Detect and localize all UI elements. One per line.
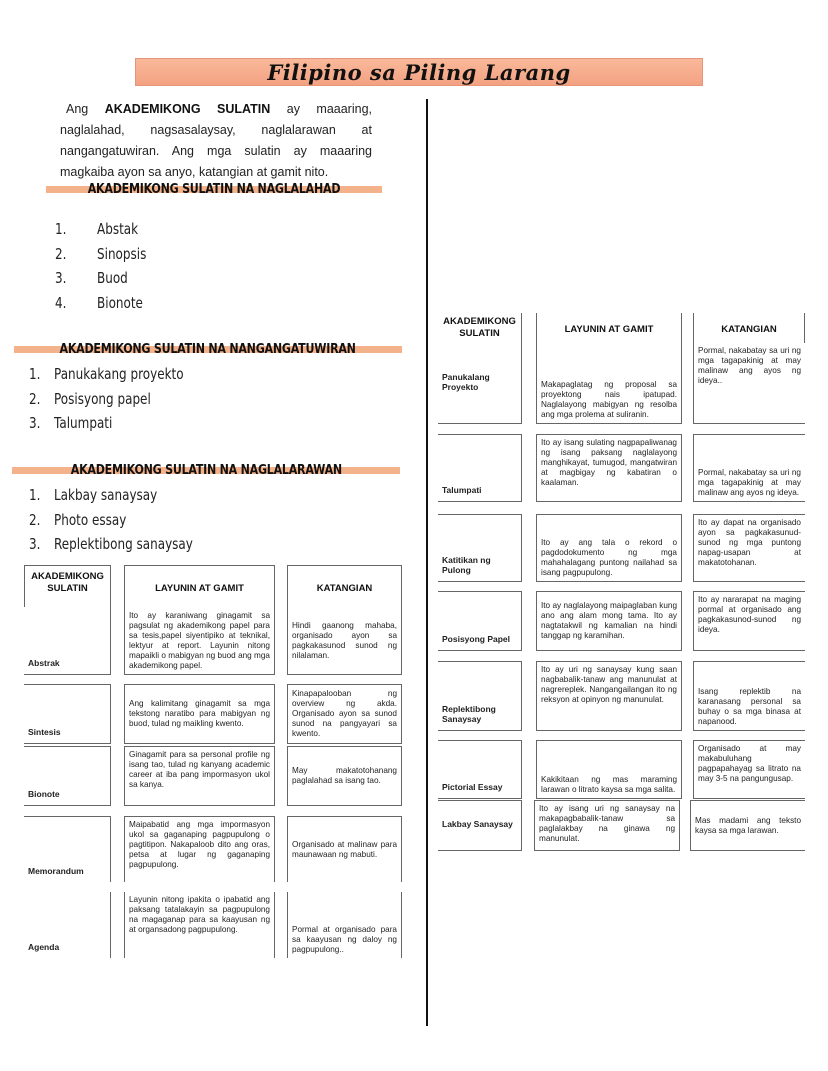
table-row-katangian: [693, 740, 805, 799]
list-nangangatuwiran: [29, 362, 216, 436]
section-heading-naglalarawan: [12, 459, 400, 481]
cell-text: Makapaglatag ng proposal sa proyektong nais ipatupad. Naglalayong mabigyan ng resolba ang mga prolema at suliranin.: [541, 380, 677, 419]
item-number: 3.: [55, 269, 67, 288]
table-row-name: Agenda: [24, 892, 111, 958]
table-row-name: Sintesis: [24, 684, 111, 744]
item-number: 1.: [29, 365, 41, 384]
cell-text: Ito ay dapat na organisado ayon sa pagkakasunud-sunod ng mga puntong napag-usapan at makatotohanan.: [698, 518, 801, 567]
table-row-katangian: [693, 591, 805, 651]
cell-text: Kakikitaan ng mas maraming larawan o litrato kaysa sa mga salita.: [541, 775, 677, 794]
table-row-katangian: [690, 800, 805, 851]
table-row-name: Talumpati: [438, 434, 522, 502]
cell-text: Ito ay uri ng sanaysay kung saan nagbabalik-tanaw ang manunulat at nagrereplek. Nangangailangan ito ng reksyon at opinyon ng manunulat.: [541, 665, 677, 704]
table-row-layunin: [536, 434, 682, 502]
page-title: Filipino sa Piling Larang: [267, 59, 571, 85]
cell-text: Mas madami ang teksto kaysa sa mga larawan.: [695, 815, 801, 835]
table-row-layunin: [536, 343, 682, 424]
cell-text: Isang replektib na karanasang personal sa buhay o sa mga binasa at napanood.: [698, 687, 801, 726]
heading-label: AKADEMIKONG SULATIN NA NAGLALARAWAN: [70, 462, 342, 478]
header-katangian: KATANGIAN: [693, 313, 805, 343]
table-row-layunin: [124, 892, 275, 958]
section-heading-nangangatuwiran: [14, 338, 402, 360]
table-row-layunin: [536, 514, 682, 582]
intro-paragraph: [60, 99, 372, 183]
table-row-name: Lakbay Sanaysay: [438, 800, 522, 851]
item-number: 3.: [29, 535, 41, 554]
table-row-katangian: [287, 892, 402, 958]
table-row-name: Pictorial Essay: [438, 740, 522, 799]
table-row-katangian: [287, 684, 402, 744]
header-layunin: LAYUNIN AT GAMIT: [536, 313, 682, 343]
table-row-layunin: [124, 607, 275, 675]
cell-text: May makatotohanang paglalahad sa isang tao.: [292, 766, 397, 785]
cell-text: Kinapapalooban ng overview ng akda. Organisado ayon sa sunod sunod na pangyayari sa kwento.: [292, 689, 397, 738]
cell-text: Ginagamit para sa personal profile ng isang tao, tulad ng kanyang academic career at iba pang impormasyon ukol sa kanya.: [129, 750, 270, 789]
cell-text: Ito ay isang sulating nagpapaliwanag ng isang paksang naglalayong manghikayat, tumugod, mangatwiran at magbigay ng kabatiran o kaalaman.: [541, 438, 677, 487]
cell-text: Ang kalimitang ginagamit sa mga tekstong naratibo para mabigyan ng buod, tulad ng maikling kwento.: [129, 699, 270, 728]
item-label: Talumpati: [54, 414, 113, 433]
list-item: [29, 532, 228, 557]
list-item: [55, 266, 159, 291]
cell-text: Ito ay naglalayong maipaglaban kung ano ang alam mong tama. Ito ay nagtatakwil ng kamalian na hindi tanggap ng karamihan.: [541, 601, 677, 640]
cell-text: Pormal at organisado para sa kaayusan ng daloy ng pagpupulong..: [292, 925, 397, 954]
header-katangian: KATANGIAN: [287, 565, 402, 607]
item-number: 2.: [29, 510, 41, 529]
table-row-name: Bionote: [24, 746, 111, 806]
heading-label: AKADEMIKONG SULATIN NA NANGANGATUWIRAN: [59, 341, 357, 357]
item-label: Abstak: [97, 220, 139, 239]
item-number: 3.: [29, 414, 41, 433]
cell-text: Ito ay isang uri ng sanaysay na makapagbabalik-tanaw sa paglalakbay na ginawa ng manunulat.: [539, 804, 675, 843]
list-item: [29, 411, 216, 436]
table-row-katangian: [287, 816, 402, 882]
section-heading-naglalahad: [46, 178, 382, 200]
item-label: Lakbay sanaysay: [54, 486, 158, 505]
item-number: 4.: [55, 293, 67, 312]
table-row-name: Panukalang Proyekto: [438, 343, 522, 424]
table-row-katangian: [287, 607, 402, 675]
item-number: 1.: [55, 220, 67, 239]
cell-text: Ito ay ang tala o rekord o pagdodokumento ng mga mahahalagang puntong nailahad sa isang pagpupulong.: [541, 538, 677, 577]
table-row-name: Abstrak: [24, 607, 111, 675]
cell-text: Maipabatid ang mga impormasyon ukol sa gaganaping pagpupulong o pagtitipon. Nakapaloob dito ang oras, petsa at lugar ng gaganaping pagpupulong.: [129, 820, 270, 869]
list-naglalarawan: [29, 483, 228, 557]
table-row-katangian: [693, 434, 805, 502]
item-label: Posisyong papel: [54, 389, 151, 408]
table-row-layunin: [124, 746, 275, 806]
heading-label: AKADEMIKONG SULATIN NA NAGLALAHAD: [87, 181, 341, 197]
item-label: Buod: [97, 269, 128, 288]
list-naglalahad: [55, 217, 159, 315]
cell-text: Layunin nitong ipakita o ipabatid ang paksang tatalakayin sa pagpupulong na magaganap para sa kaayusan ng at organsadong pagpupulong.: [129, 895, 270, 934]
table-row-layunin: [534, 800, 680, 851]
table-row-layunin: [124, 816, 275, 882]
item-label: Bionote: [97, 293, 143, 312]
list-item: [55, 217, 159, 242]
header-layunin: LAYUNIN AT GAMIT: [124, 565, 275, 607]
table-row-name: Posisyong Papel: [438, 591, 522, 651]
cell-text: Ito ay karaniwang ginagamit sa pagsulat ng akademikong papel para sa tesis,papel siyentipiko at teknikal, lektyur at report. Layunin nitong mapaikli o mabigyan ng buod ang mga akademikong papel.: [129, 610, 270, 670]
table-row-layunin: [536, 661, 682, 731]
list-item: [55, 291, 159, 316]
intro-keyword: AKADEMIKONG SULATIN: [104, 102, 271, 116]
cell-text: Pormal, nakabatay sa uri ng mga tagapakinig at may malinaw ang ayos ng ideya..: [698, 346, 801, 385]
table-row-katangian: [287, 746, 402, 806]
table-row-layunin: [536, 591, 682, 651]
header-akademikong-sulatin: AKADEMIKONG SULATIN: [438, 313, 522, 343]
table-row-katangian: [693, 661, 805, 731]
list-item: [55, 242, 159, 267]
cell-text: Organisado at may makabuluhang pagpapahayag sa litrato na may 3-5 na pangungusap.: [698, 744, 801, 783]
item-number: 2.: [55, 244, 67, 263]
item-label: Panukakang proyekto: [54, 365, 184, 384]
list-item: [29, 387, 216, 412]
table-row-katangian: [693, 343, 805, 424]
list-item: [29, 362, 216, 387]
table-row-name: Replektibong Sanaysay: [438, 661, 522, 731]
header-akademikong-sulatin: AKADEMIKONG SULATIN: [24, 565, 111, 607]
item-number: 1.: [29, 486, 41, 505]
item-label: Photo essay: [54, 510, 127, 529]
table-row-katangian: [693, 514, 805, 582]
table-row-layunin: [124, 684, 275, 744]
page-title-banner: [135, 58, 703, 86]
intro-prefix: Ang: [66, 102, 105, 116]
table-row-name: Memorandum: [24, 816, 111, 882]
item-number: 2.: [29, 389, 41, 408]
cell-text: Organisado at malinaw para maunawaan ng mabuti.: [292, 839, 397, 859]
table-row-name: Katitikan ng Pulong: [438, 514, 522, 582]
cell-text: Pormal, nakabatay sa uri ng mga tagapakinig at may malinaw ang ayos ng ideya.: [698, 468, 801, 497]
column-divider: [426, 99, 428, 1026]
cell-text: Hindi gaanong mahaba, organisado ayon sa pagkakasunod sunod ng nilalaman.: [292, 620, 397, 660]
item-label: Sinopsis: [97, 244, 147, 263]
item-label: Replektibong sanaysay: [54, 535, 193, 554]
intro-body: ay maaaring, naglalahad, nagsasalaysay, naglalarawan at nangangatuwiran. Ang mga sulatin ay maaaring magkaiba ayon sa anyo, katangian at gamit nito.: [60, 102, 372, 179]
list-item: [29, 508, 228, 533]
list-item: [29, 483, 228, 508]
cell-text: Ito ay nararapat na maging pormal at organisado ang pagkakasunod-sunod ng ideya.: [698, 595, 801, 634]
table-row-layunin: [536, 740, 682, 799]
